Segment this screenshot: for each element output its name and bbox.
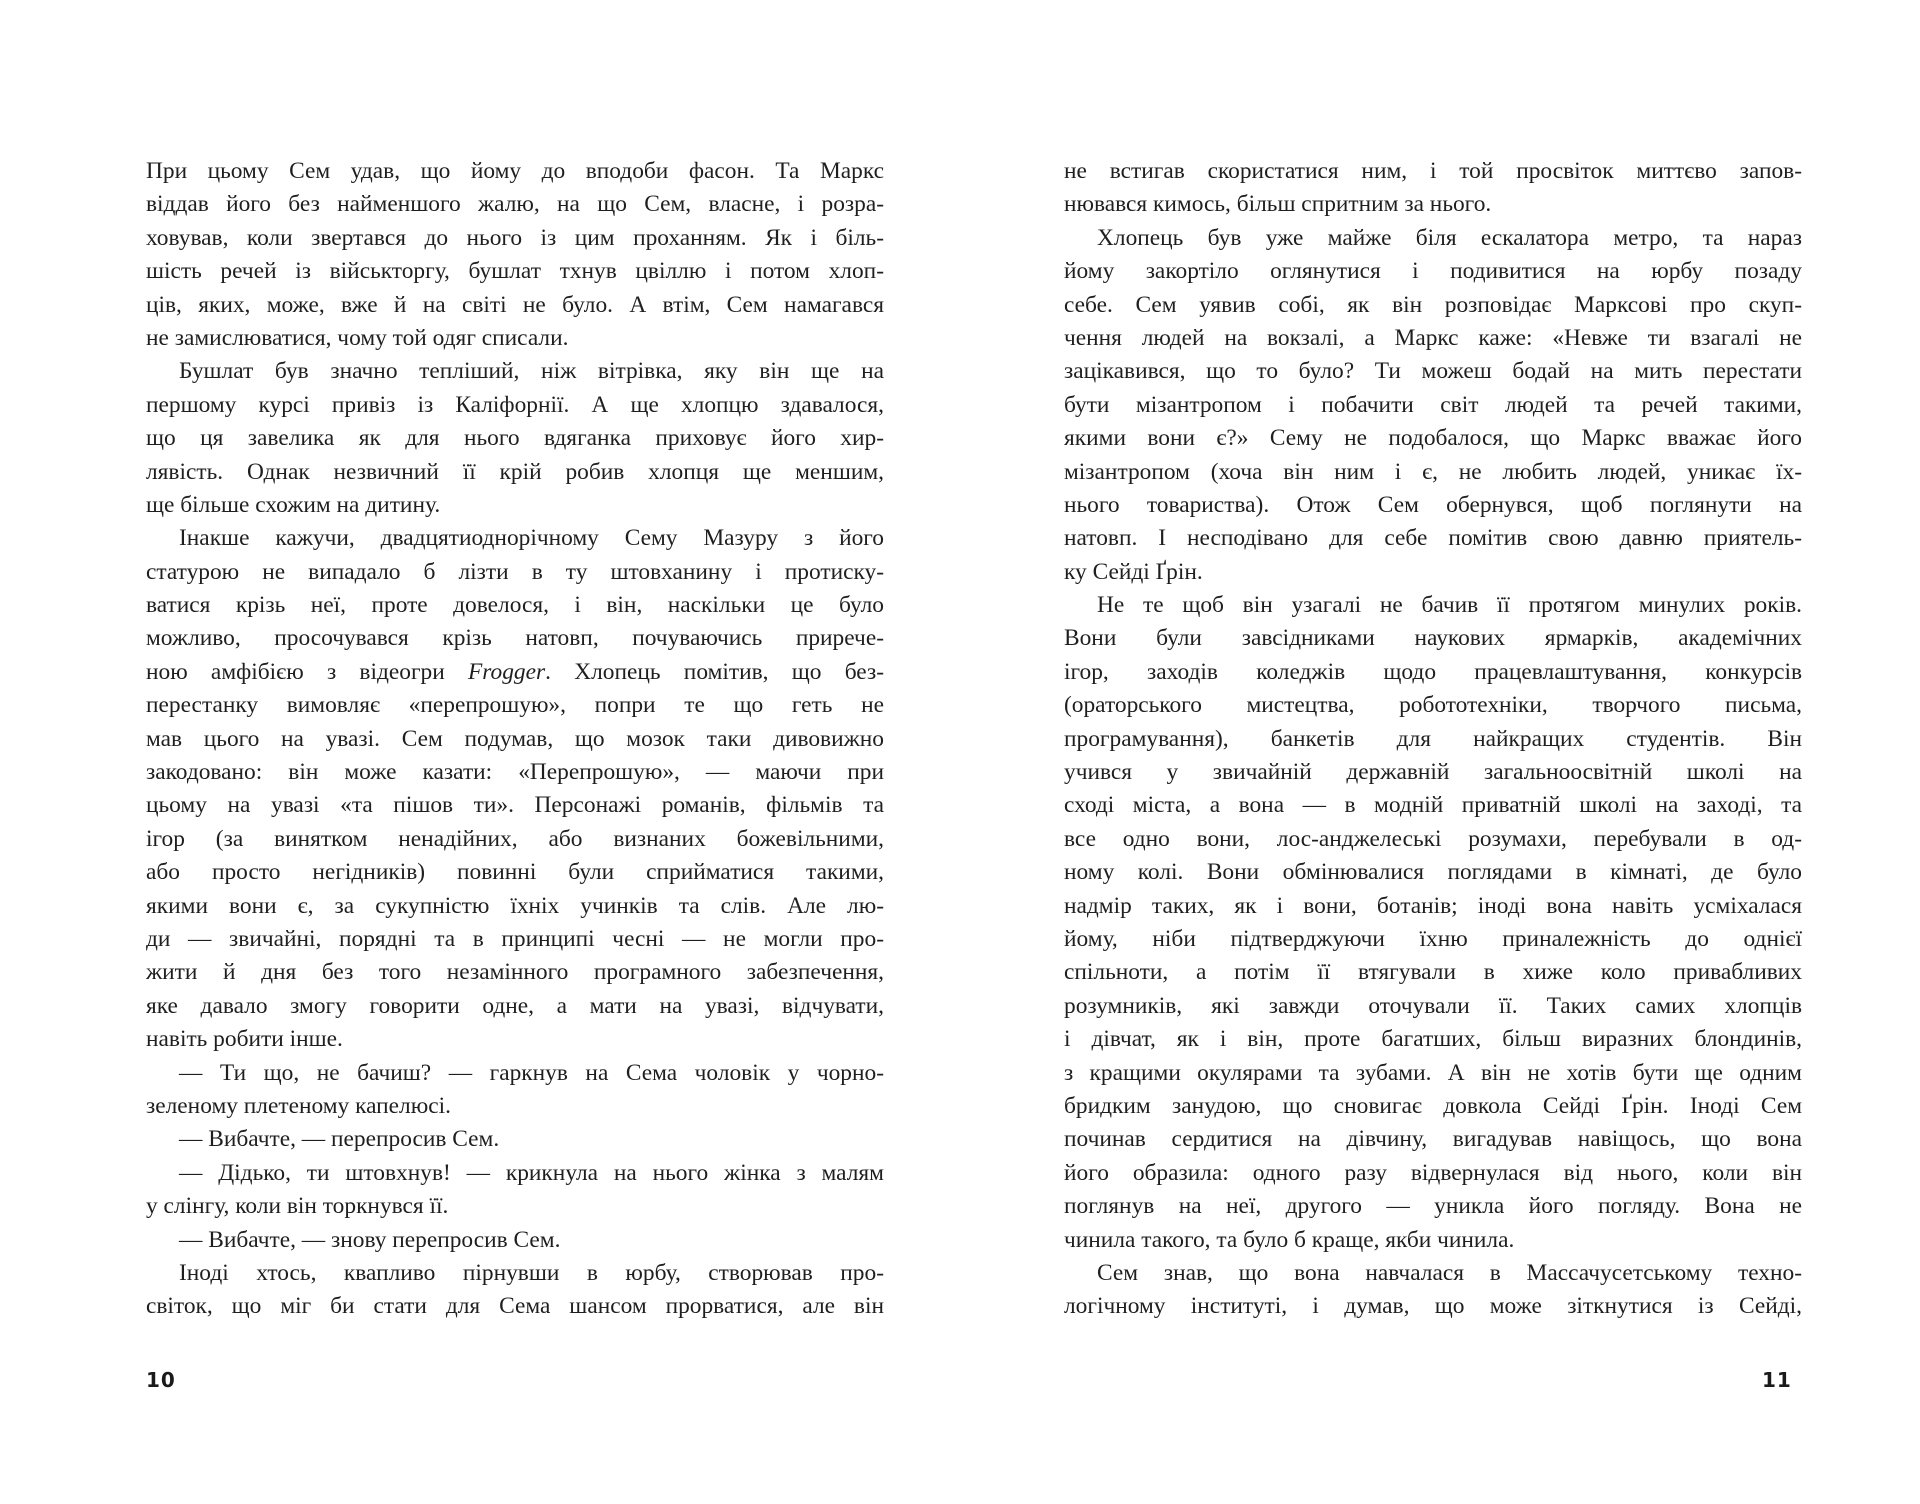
text-line: нього товариства). Отож Сем обернувся, щоб поглянути на bbox=[1064, 491, 1802, 518]
text-line: Бушлат був значно тепліший, ніж вітрівка, яку він ще на bbox=[179, 358, 884, 385]
text-line: світок, що міг би стати для Сема шансом прорватися, але він bbox=[146, 1293, 884, 1320]
right-page-text bbox=[1064, 155, 1802, 1324]
text-line: (ораторського мистецтва, робототехніки, творчого письма, bbox=[1064, 692, 1802, 719]
text-line: При цьому Сем удав, що йому до вподоби фасон. Та Маркс bbox=[146, 158, 884, 184]
text-line: логічному інституті, і думав, що може зіткнутися із Сейді, bbox=[1064, 1293, 1802, 1320]
text-line: все одно вони, лос-анджелеські розумахи, перебували в од- bbox=[1064, 825, 1802, 852]
text-line: ди — звичайні, порядні та в принципі чесні — не могли про- bbox=[146, 925, 884, 952]
text-line: мізантропом (хоча він ним і є, не любить людей, уникає їх- bbox=[1064, 458, 1802, 485]
text-line: ку Сейді Ґрін. bbox=[1064, 558, 1203, 585]
text-line: цьому на увазі «та пішов ти». Персонажі романів, фільмів та bbox=[146, 792, 884, 819]
text-line: ігор (за винятком ненадійних, або визнаних божевільними, bbox=[146, 825, 884, 852]
text-line: ігор, заходів коледжів щодо працевлаштування, конкурсів bbox=[1064, 658, 1802, 685]
text-line: не встигав скористатися ним, і той просвіток миттєво запов- bbox=[1064, 158, 1802, 184]
text-line: Інакше кажучи, двадцятиоднорічному Сему Мазуру з його bbox=[179, 525, 884, 552]
text-line: першому курсі привіз із Каліфорнії. А ще хлопцю здавалося, bbox=[146, 391, 884, 418]
text-line: йому, ніби підтверджуючи їхню приналежність до однієї bbox=[1064, 925, 1802, 952]
text-line: перестанку вимовляє «перепрошую», попри те що геть не bbox=[146, 692, 884, 719]
text-line: ному колі. Вони обмінювалися поглядами в кімнаті, де було bbox=[1064, 859, 1802, 886]
text-line: або просто негідників) повинні були сприйматися такими, bbox=[146, 859, 884, 886]
text-line: і дівчат, як і він, проте багатших, більш виразних блондинів, bbox=[1064, 1026, 1802, 1053]
text-line: яке давало змогу говорити одне, а мати на увазі, відчувати, bbox=[146, 992, 884, 1019]
page-number-right: 11 bbox=[1762, 1368, 1792, 1392]
text-line: не замислюватися, чому той одяг списали. bbox=[146, 324, 569, 351]
text-line: ще більше схожим на дитину. bbox=[146, 491, 441, 518]
page-number-left: 10 bbox=[146, 1368, 176, 1392]
text-line: Іноді хтось, квапливо пірнувши в юрбу, створював про- bbox=[179, 1259, 884, 1286]
text-line: натовп. І несподівано для себе помітив свою давню приятель- bbox=[1064, 525, 1802, 552]
text-line: чення людей на вокзалі, а Маркс каже: «Невже ти взагалі не bbox=[1064, 324, 1802, 351]
text-line: Хлопець був уже майже біля ескалатора метро, та нараз bbox=[1097, 224, 1802, 251]
text-line: з кращими окулярами та зубами. А він не хотів бути ще одним bbox=[1064, 1059, 1802, 1086]
text-line: шість речей із військторгу, бушлат тхнув цвіллю і потом хлоп- bbox=[146, 258, 884, 285]
text-line: чинила такого, та було б краще, якби чинила. bbox=[1064, 1226, 1515, 1253]
text-line: сході міста, а вона — в модній приватній школі на заході, та bbox=[1064, 792, 1802, 819]
text-line: Вони були завсідниками наукових ярмарків, академічних bbox=[1064, 625, 1802, 652]
text-line: себе. Сем уявив собі, як він розповідає Марксові про скуп- bbox=[1064, 291, 1802, 318]
text-line: віддав його без найменшого жалю, на що Сем, власне, і розра- bbox=[146, 191, 884, 218]
text-line: розумників, які завжди оточували її. Таких самих хлопців bbox=[1064, 992, 1802, 1019]
text-line: Сем знав, що вона навчалася в Массачусетському техно- bbox=[1097, 1259, 1802, 1286]
text-line: закодовано: він може казати: «Перепрошую», — маючи при bbox=[146, 759, 884, 786]
text-line: зеленому плетеному капелюсі. bbox=[146, 1092, 451, 1119]
left-page bbox=[146, 155, 884, 1324]
text-line: — Ти що, не бачиш? — гаркнув на Сема чоловік у чорно- bbox=[179, 1059, 884, 1086]
text-line: що ця завелика як для нього вдяганка приховує його хир- bbox=[146, 425, 884, 452]
text-line: лявість. Однак незвичний її крій робив хлопця ще меншим, bbox=[146, 458, 884, 485]
text-line: якими вони є, за сукупністю їхніх учинків та слів. Але лю- bbox=[146, 892, 884, 919]
text-line: якими вони є?» Сему не подобалося, що Маркс вважає його bbox=[1064, 425, 1802, 452]
right-page bbox=[1064, 155, 1802, 1324]
text-line: поглянув на неї, другого — уникла його погляду. Вона не bbox=[1064, 1193, 1802, 1220]
text-line: учився у звичайній державній загальноосвітній школі на bbox=[1064, 759, 1802, 786]
left-page-text bbox=[146, 155, 884, 1324]
text-line: бути мізантропом і побачити світ людей та речей такими, bbox=[1064, 391, 1802, 418]
text-line: — Дідько, ти штовхнув! — крикнула на нього жінка з малям bbox=[179, 1159, 884, 1186]
text-line: — Вибачте, — перепросив Сем. bbox=[179, 1126, 500, 1153]
text-line: спільноти, а потім її втягували в хиже коло привабливих bbox=[1064, 959, 1802, 986]
text-line: нювався кимось, більш спритним за нього. bbox=[1064, 191, 1492, 218]
text-line: ців, яких, може, вже й на світі не було. А втім, Сем намагався bbox=[146, 291, 884, 318]
text-line: його образила: одного разу відвернулася від нього, коли він bbox=[1064, 1159, 1802, 1186]
text-line: можливо, просочувався крізь натовп, почуваючись приречe- bbox=[146, 625, 884, 652]
text-line: — Вибачте, — знову перепросив Сем. bbox=[179, 1226, 561, 1253]
text-line: йому закортіло оглянутися і подивитися на юрбу позаду bbox=[1064, 258, 1802, 285]
text-line: навіть робити інше. bbox=[146, 1026, 343, 1053]
text-line: ною амфібією з відеогри Frogger. Хлопець помітив, що без- bbox=[146, 658, 884, 685]
text-line: надмір таких, як і вони, ботанів; іноді вона навіть усміхалася bbox=[1064, 892, 1802, 919]
text-line: у слінгу, коли він торкнувся її. bbox=[146, 1193, 449, 1220]
text-line: програмування), банкетів для найкращих студентів. Він bbox=[1064, 725, 1802, 752]
text-line: жити й дня без того незамінного програмного забезпечення, bbox=[146, 959, 884, 986]
text-line: мав цього на увазі. Сем подумав, що мозок таки дивовижно bbox=[146, 725, 884, 752]
text-line: Не те щоб він узагалі не бачив її протягом минулих років. bbox=[1097, 592, 1802, 619]
text-line: ховував, коли звертався до нього із цим проханням. Як і біль- bbox=[146, 224, 884, 251]
text-line: починав сердитися на дівчину, вигадував навіщось, що вона bbox=[1064, 1126, 1802, 1153]
text-line: статурою не випадало б лізти в ту штовханину і протиску- bbox=[146, 558, 884, 585]
text-line: зацікавився, що то було? Ти можеш бодай на мить перестати bbox=[1064, 358, 1802, 385]
text-line: бридким занудою, що сновигає довкола Сейді Ґрін. Іноді Сем bbox=[1064, 1092, 1802, 1119]
text-line: ватися крізь неї, проте довелося, і він, наскільки це було bbox=[146, 592, 884, 619]
